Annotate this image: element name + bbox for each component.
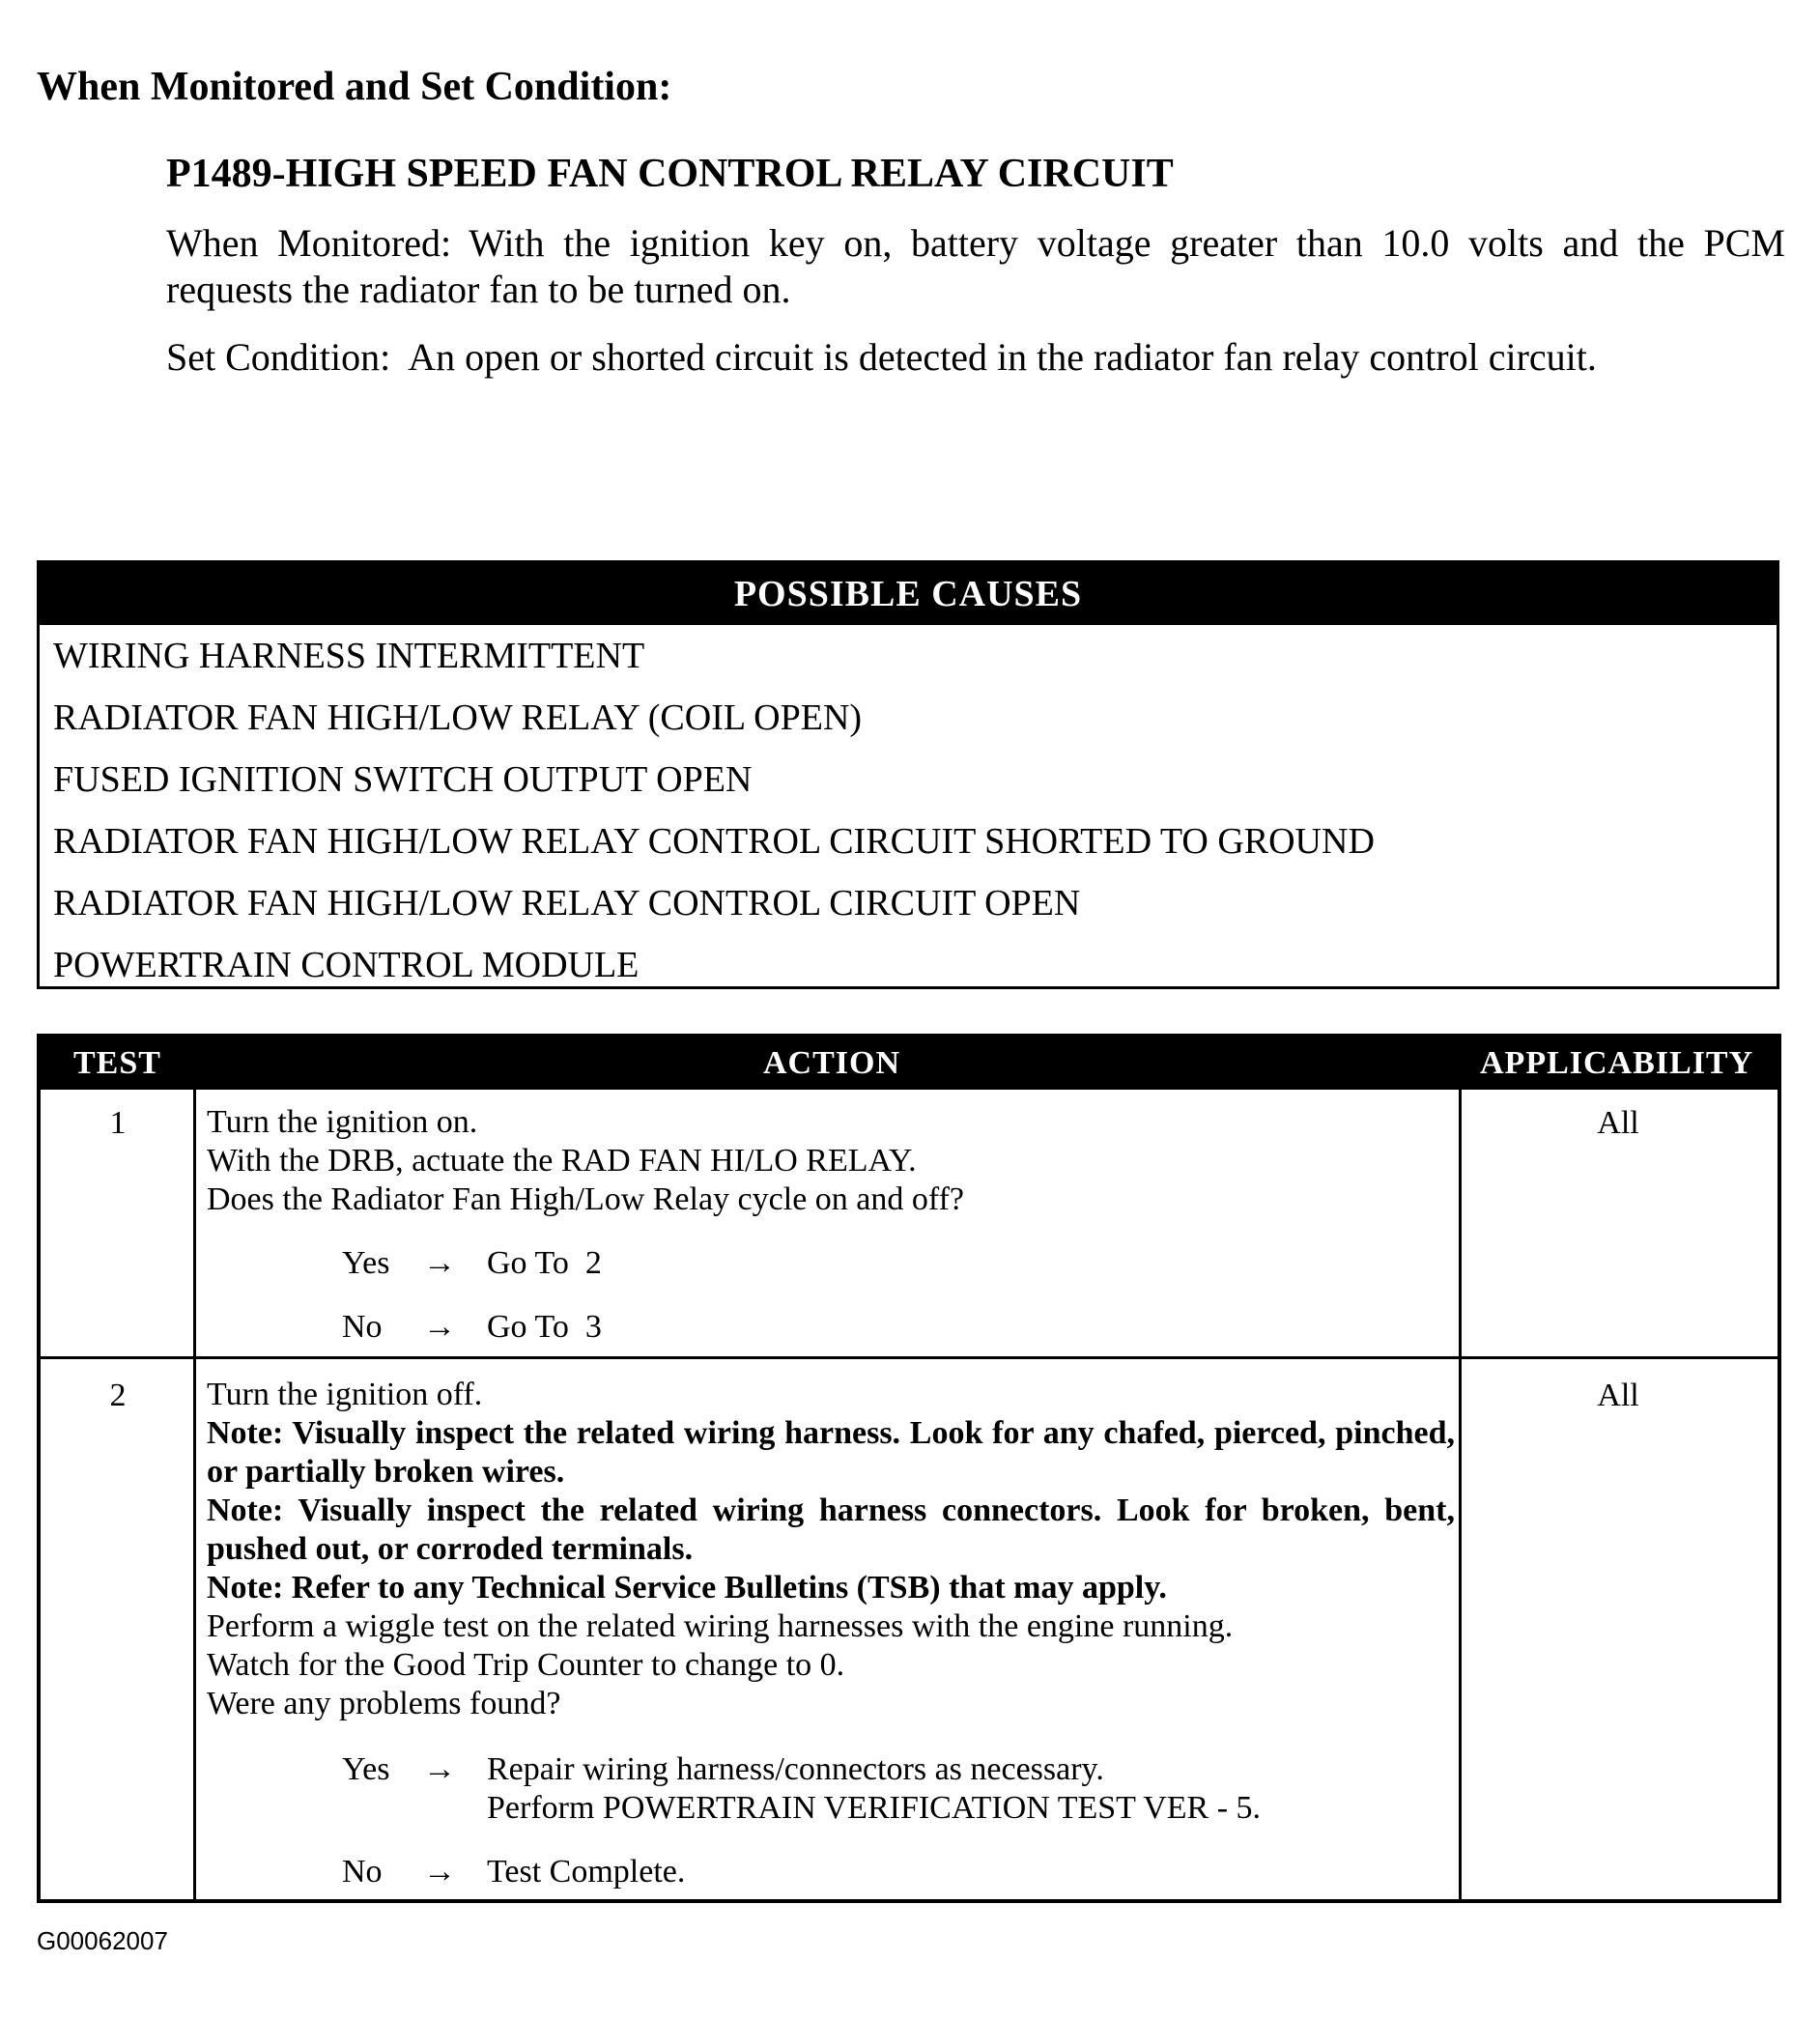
- cause-item: RADIATOR FAN HIGH/LOW RELAY CONTROL CIRCUIT SHORTED TO GROUND: [53, 821, 1375, 862]
- test-table: [37, 1034, 1781, 1903]
- cause-item: FUSED IGNITION SWITCH OUTPUT OPEN: [53, 759, 753, 800]
- section-heading: When Monitored and Set Condition:: [37, 65, 672, 109]
- no-result: Test Complete.: [487, 1854, 686, 1890]
- action-line: With the DRB, actuate the RAD FAN HI/LO RELAY.: [207, 1143, 917, 1179]
- test-number: 1: [109, 1105, 127, 1141]
- set-condition-label: Set Condition:: [166, 335, 391, 379]
- when-monitored-paragraph: [166, 220, 1785, 313]
- arrow-icon: →: [423, 1309, 456, 1345]
- header-action: ACTION: [763, 1045, 901, 1081]
- cause-item: POWERTRAIN CONTROL MODULE: [53, 945, 640, 985]
- no-label: No: [342, 1309, 383, 1345]
- cause-item: RADIATOR FAN HIGH/LOW RELAY CONTROL CIRCUIT OPEN: [53, 883, 1081, 924]
- note-line: Note: Visually inspect the related wiring harness connectors. Look for broken, bent, pushed out, or corroded terminals.: [207, 1492, 1455, 1567]
- action-line: Were any problems found?: [207, 1686, 561, 1721]
- arrow-icon: →: [423, 1854, 456, 1890]
- test-action: [207, 1376, 1455, 1723]
- column-divider: [193, 1090, 196, 1899]
- arrow-icon: →: [423, 1751, 456, 1787]
- when-monitored-label: When Monitored:: [166, 221, 452, 265]
- cause-item: WIRING HARNESS INTERMITTENT: [53, 636, 645, 676]
- yes-result-line: Perform POWERTRAIN VERIFICATION TEST VER - 5.: [487, 1790, 1262, 1826]
- possible-causes-box: [37, 560, 1779, 989]
- action-line: Turn the ignition off.: [207, 1377, 483, 1412]
- test-action: [207, 1103, 1455, 1219]
- action-line: Watch for the Good Trip Counter to change to 0.: [207, 1647, 845, 1683]
- set-condition-paragraph: [166, 334, 1785, 381]
- header-test: TEST: [73, 1045, 161, 1081]
- test-number: 2: [109, 1378, 127, 1413]
- yes-result-line: Repair wiring harness/connectors as necessary.: [487, 1751, 1104, 1787]
- no-result: Go To 3: [487, 1309, 602, 1345]
- row-divider: [41, 1356, 1777, 1359]
- action-line: Does the Radiator Fan High/Low Relay cycle on and off?: [207, 1181, 964, 1217]
- arrow-icon: →: [423, 1245, 456, 1281]
- yes-result: [487, 1750, 1261, 1828]
- no-label: No: [342, 1854, 383, 1890]
- dtc-title: P1489-HIGH SPEED FAN CONTROL RELAY CIRCUIT: [166, 152, 1174, 196]
- possible-causes-header: POSSIBLE CAUSES: [40, 563, 1777, 625]
- cause-item: RADIATOR FAN HIGH/LOW RELAY (COIL OPEN): [53, 697, 863, 738]
- test-table-header: [41, 1037, 1777, 1090]
- applicability-value: All: [1597, 1378, 1639, 1413]
- note-line: Note: Visually inspect the related wiring harness. Look for any chafed, pierced, pinched, or partially broken wires.: [207, 1415, 1455, 1490]
- action-line: Perform a wiggle test on the related wiring harnesses with the engine running.: [207, 1608, 1234, 1644]
- set-condition-text: An open or shorted circuit is detected in the radiator fan relay control circuit.: [408, 335, 1597, 379]
- yes-label: Yes: [342, 1245, 390, 1281]
- note-line: Note: Refer to any Technical Service Bulletins (TSB) that may apply.: [207, 1570, 1167, 1606]
- header-applicability: APPLICABILITY: [1480, 1045, 1754, 1081]
- yes-result: Go To 2: [487, 1245, 602, 1281]
- when-monitored-text: With the ignition key on, battery voltage greater than 10.0 volts and the PCM requests the radiator fan to be turned on.: [166, 221, 1785, 311]
- action-line: Turn the ignition on.: [207, 1104, 478, 1140]
- figure-id: G00062007: [37, 1926, 168, 1955]
- yes-label: Yes: [342, 1751, 390, 1787]
- column-divider: [1459, 1090, 1462, 1899]
- applicability-value: All: [1597, 1105, 1639, 1141]
